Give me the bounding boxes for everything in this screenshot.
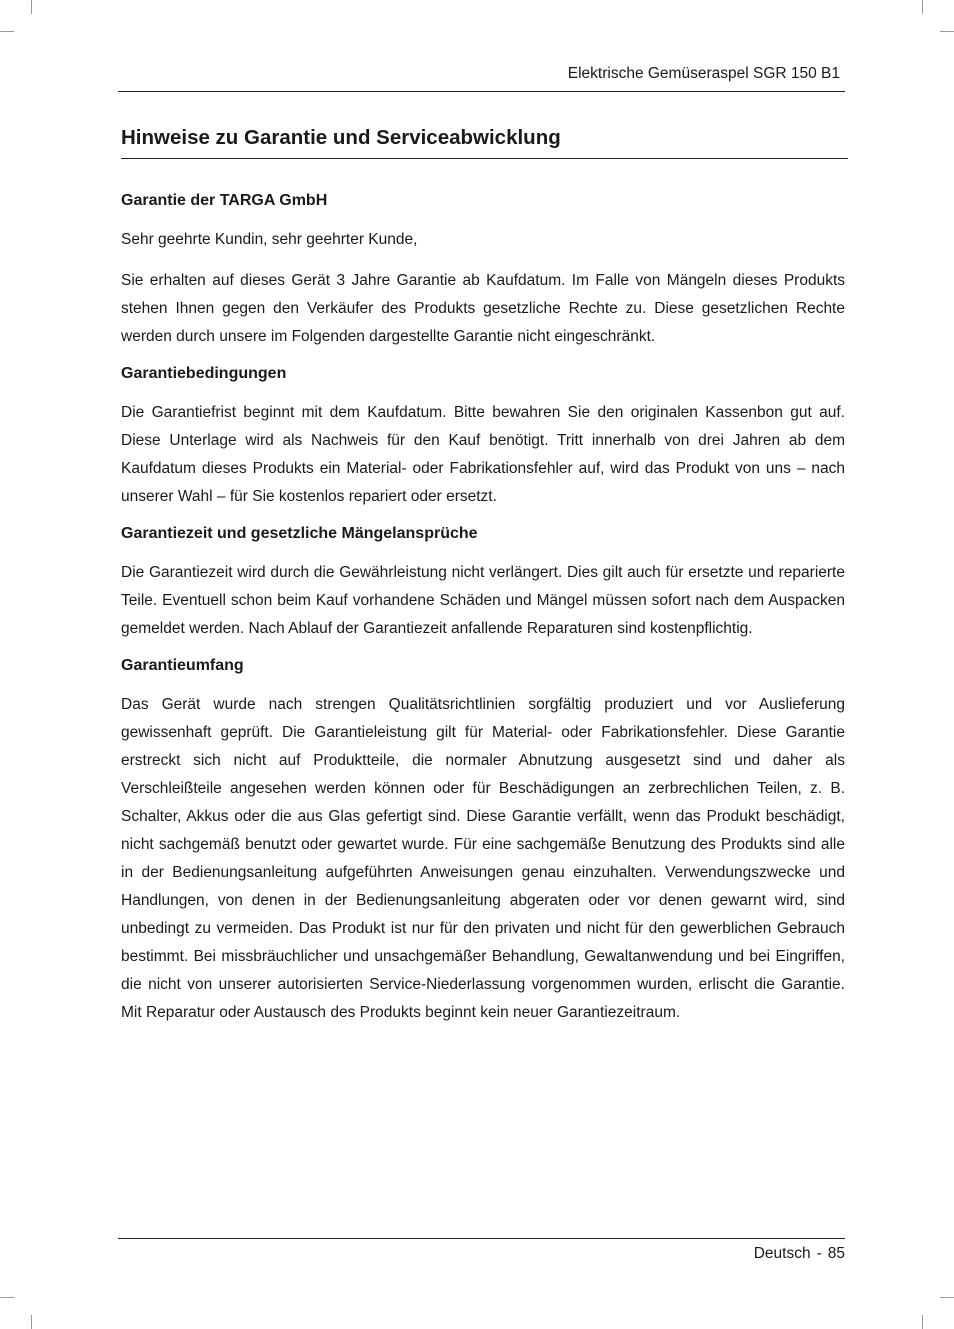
paragraph: Sie erhalten auf dieses Gerät 3 Jahre Garantie ab Kaufdatum. Im Falle von Mängeln dieses Produkts stehen Ihnen gegen den Verkäufer des Produkts gesetzliche Rechte zu. Diese gesetzlichen Rechte werden durch unsere im Folgenden dargestellte Garantie nicht eingeschränkt.: [121, 272, 845, 345]
crop-mark: [0, 31, 14, 32]
crop-mark: [922, 0, 923, 14]
footer-separator: -: [816, 1245, 822, 1262]
page-footer: [754, 1243, 845, 1265]
page-title: Hinweise zu Garantie und Serviceabwicklung: [121, 124, 848, 159]
section-heading: Garantiezeit und gesetzliche Mängelansprüche: [121, 525, 478, 542]
paragraph: Die Garantiezeit wird durch die Gewährleistung nicht verlängert. Dies gilt auch für ersetzte und reparierte Teile. Eventuell schon beim Kauf vorhandene Schäden und Mängel müssen sofort nach dem Auspacken gemeldet werden. Nach Ablauf der Garantiezeit anfallende Reparaturen sind kostenpflichtig.: [121, 564, 845, 637]
crop-mark: [940, 1297, 954, 1298]
crop-mark: [31, 1315, 32, 1329]
crop-mark: [0, 1297, 14, 1298]
header-rule: [118, 91, 845, 92]
section-guarantee-scope: [121, 656, 845, 1027]
crop-mark: [940, 31, 954, 32]
crop-mark: [31, 0, 32, 14]
page-number: 85: [827, 1245, 845, 1262]
section-heading: Garantiebedingungen: [121, 365, 287, 382]
section-heading: Garantie der TARGA GmbH: [121, 192, 328, 209]
footer-language: Deutsch: [753, 1245, 811, 1262]
footer-rule: [118, 1238, 845, 1239]
section-heading: Garantieumfang: [121, 657, 244, 674]
paragraph: Die Garantiefrist beginnt mit dem Kaufdatum. Bitte bewahren Sie den originalen Kassenbon gut auf. Diese Unterlage wird als Nachweis für den Kauf benötigt. Tritt innerhalb von drei Jahren ab dem Kaufdatum dieses Produkts ein Material- oder Fabrikationsfehler auf, wird das Produkt von uns – nach unserer Wahl – für Sie kostenlos repariert oder ersetzt.: [121, 404, 845, 505]
section-guarantee-period: [121, 524, 845, 643]
page-content: [121, 124, 845, 1027]
paragraph: Sehr geehrte Kundin, sehr geehrter Kunde,: [121, 231, 418, 248]
running-header: Elektrische Gemüseraspel SGR 150 B1: [567, 65, 840, 82]
crop-mark: [922, 1315, 923, 1329]
paragraph: Das Gerät wurde nach strengen Qualitätsrichtlinien sorgfältig produziert und vor Auslieferung gewissenhaft geprüft. Die Garantieleistung gilt für Material- oder Fabrikationsfehler. Diese Garantie erstreckt sich nicht auf Produktteile, die normaler Abnutzung ausgesetzt sind und daher als Verschleißteile angesehen werden können oder für Beschädigungen an zerbrechlichen Teilen, z. B. Schalter, Akkus oder die aus Glas gefertigt sind. Diese Garantie verfällt, wenn das Produkt beschädigt, nicht sachgemäß benutzt oder gewartet wurde. Für eine sachgemäße Benutzung des Produkts sind alle in der Bedienungsanleitung aufgeführten Anweisungen genau einzuhalten. Verwendungszwecke und Handlungen, von denen in der Bedienungsanleitung abgeraten oder vor denen gewarnt wird, sind unbedingt zu vermeiden. Das Produkt ist nur für den privaten und nicht für den gewerblichen Gebrauch bestimmt. Bei missbräuchlicher und unsachgemäßer Behandlung, Gewaltanwendung und bei Eingriffen, die nicht von unserer autorisierten Service-Niederlassung vorgenommen wurden, erlischt die Garantie. Mit Reparatur oder Austausch des Produkts beginnt kein neuer Garantiezeitraum.: [121, 696, 845, 1021]
section-targa-guarantee: [121, 191, 845, 351]
section-guarantee-conditions: [121, 364, 845, 511]
